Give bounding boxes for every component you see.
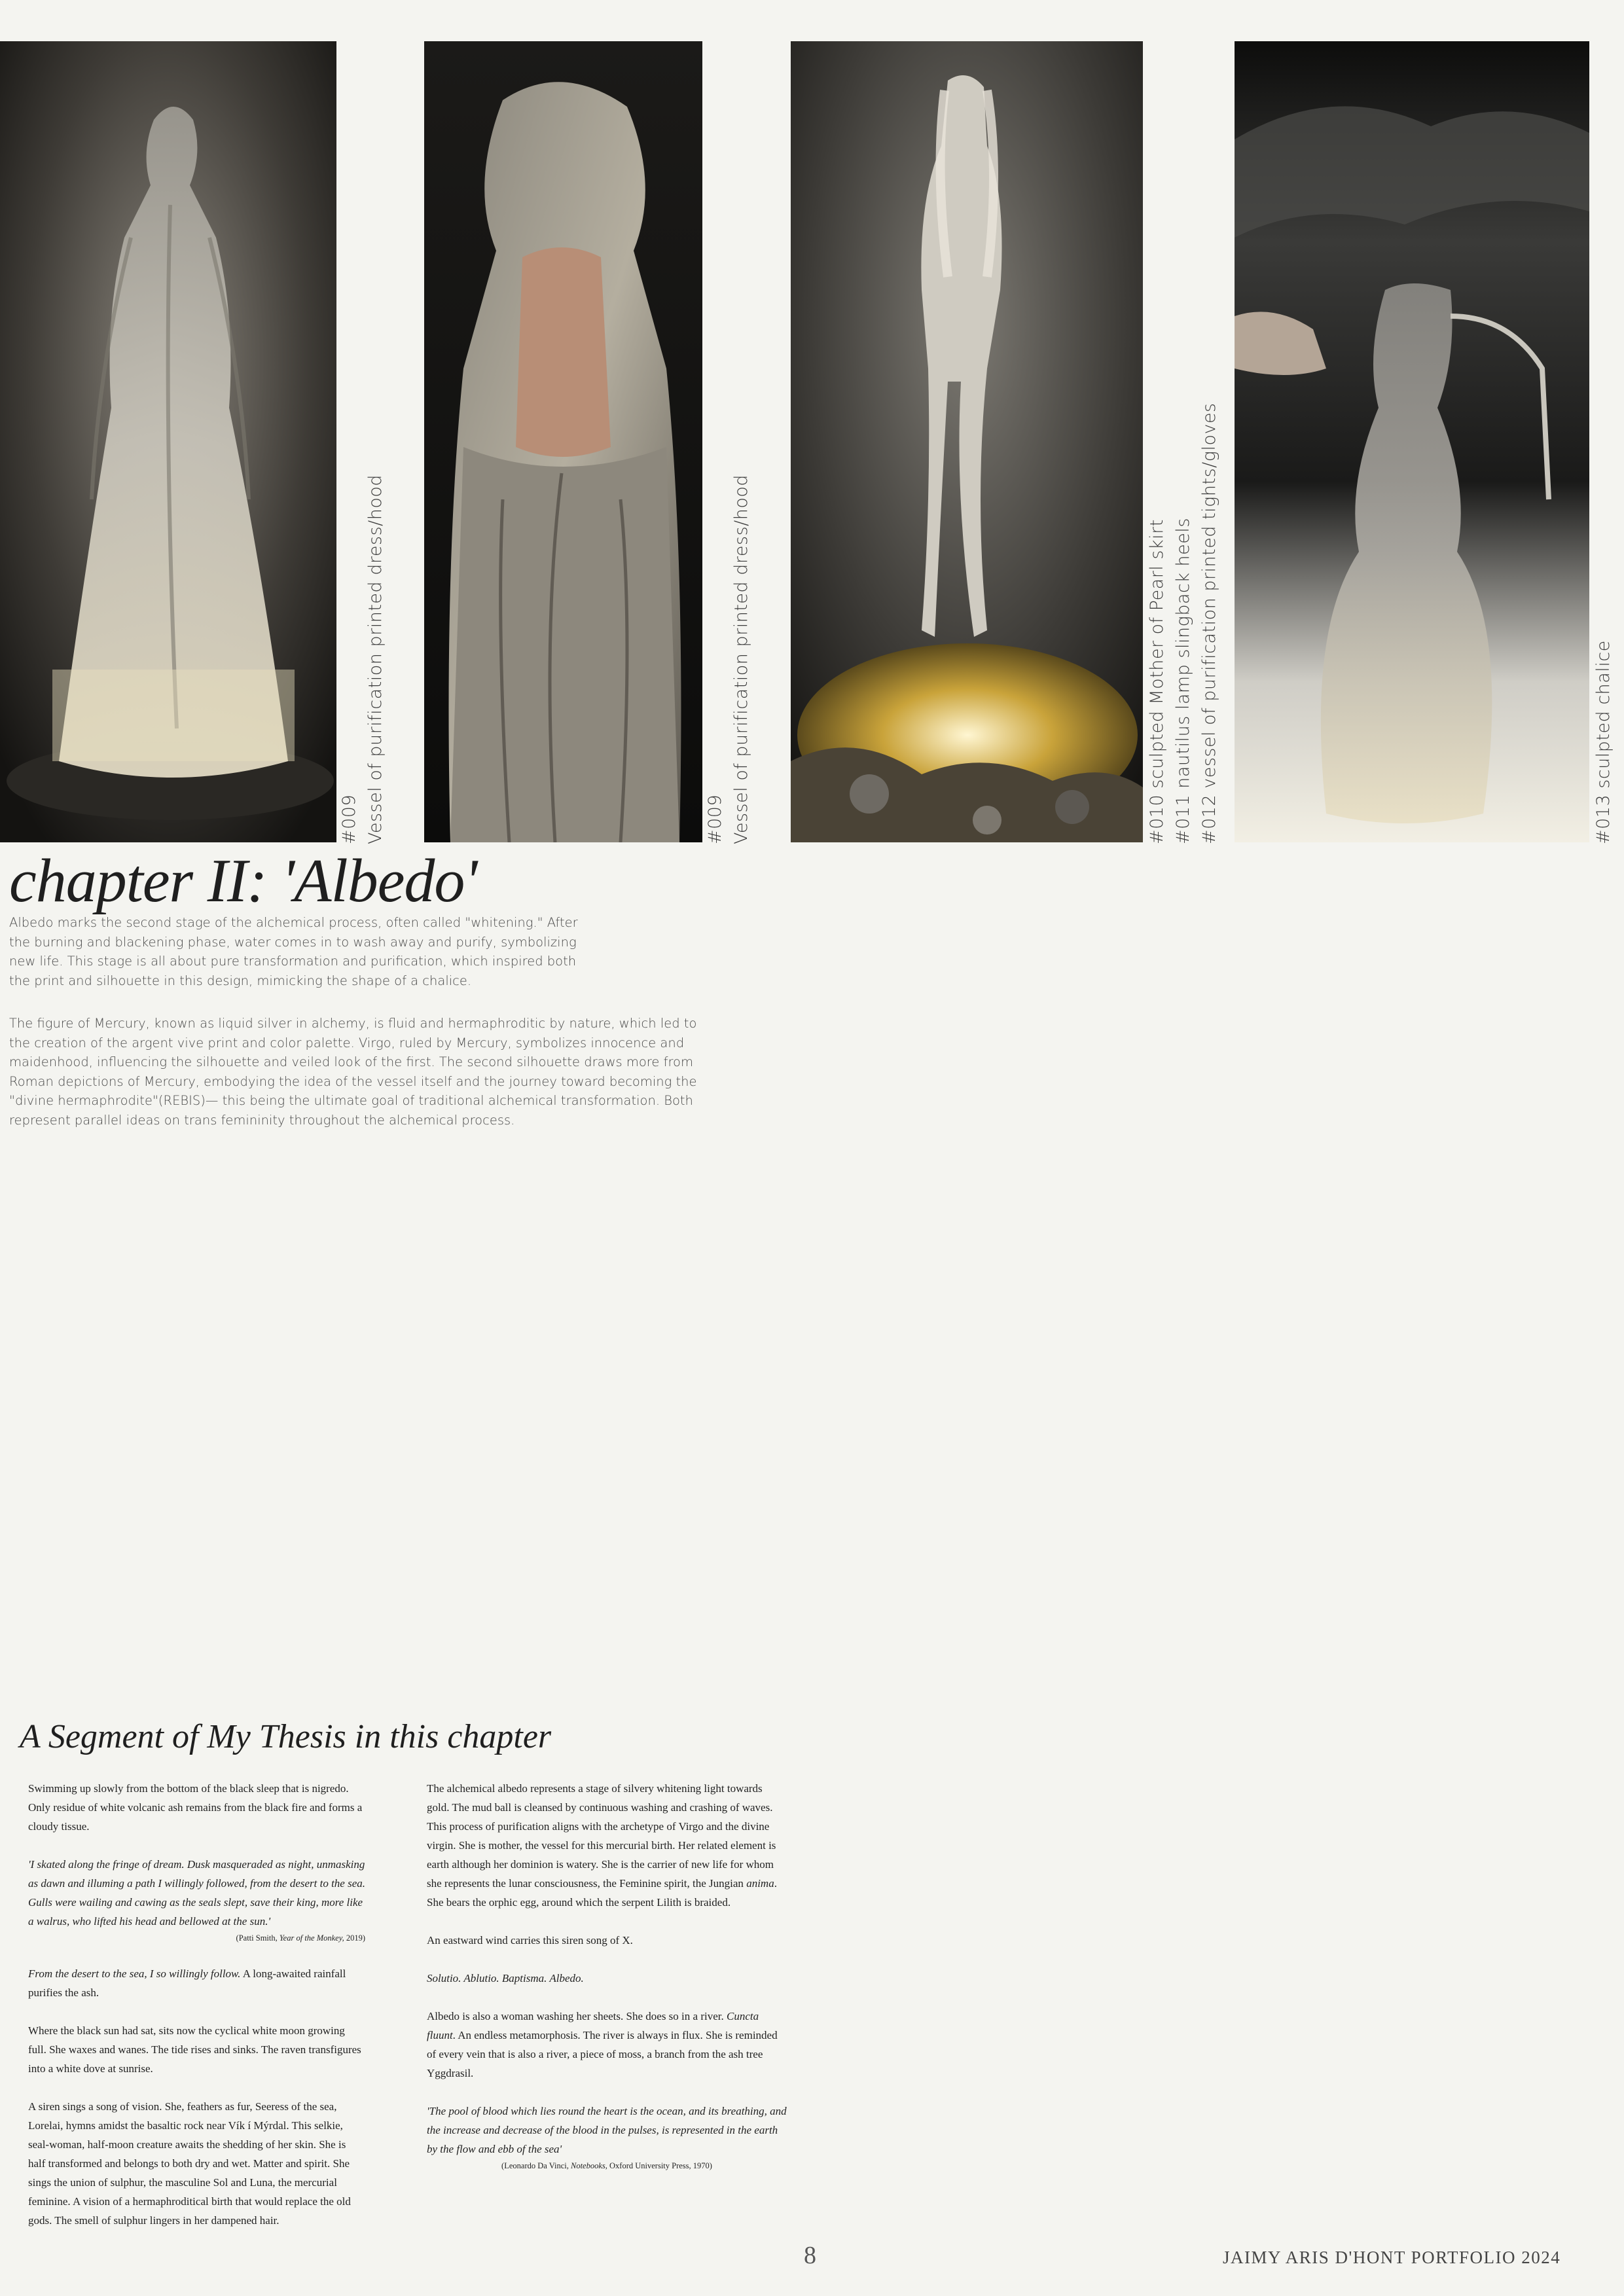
photo-full-look-lamp xyxy=(791,41,1143,842)
caption-heels: #011 nautilus lamp slingback heels xyxy=(1173,518,1193,844)
thesis-paragraph: An eastward wind carries this siren song of X. xyxy=(427,1934,633,1946)
caption-text: Vessel of purification printed dress/hood xyxy=(365,474,386,844)
thesis-paragraph: Where the black sun had sat, sits now the cyclical white moon growing full. She waxes and wanes. The tide rises and sinks. The raven transfigures into a white dove at sunrise. xyxy=(28,2024,361,2075)
caption-sculpted-chalice xyxy=(1591,640,1617,844)
thesis-paragraph xyxy=(427,2007,787,2083)
footer-brand: JAIMY ARIS D'HONT PORTFOLIO 2024 xyxy=(1223,2248,1561,2267)
thesis-text: . She bears the orphic egg, around which the serpent Lilith is braided. xyxy=(427,1877,777,1909)
citation-work: Notebooks xyxy=(570,2161,605,2170)
caption-tights: #012 vessel of purification printed tights/gloves xyxy=(1199,403,1219,844)
thesis-text: The alchemical albedo represents a stage of silvery whitening light towards gold. The mud ball is cleansed by continuous washing and crashing of waves. This process of purification aligns with the archetype of Virgo and the divine virgin. She is mother, the vessel for this mercurial birth. Her related element is earth although her dominion is watery. She is the carrier of new life for whom she represents the lunar consciousness, the Feminine spirit, the Jungian xyxy=(427,1782,776,1890)
thesis-text: Albedo is also a woman washing her sheets. She does so in a river. xyxy=(427,2010,727,2022)
chapter-title: chapter II: 'Albedo' xyxy=(9,847,477,915)
thesis-text: . An endless metamorphosis. The river is always in flux. She is reminded of every vein that is also a river, a piece of moss, a branch from the ash tree Yggdrasil. xyxy=(427,2029,778,2079)
photo-sculpted-chalice xyxy=(1235,41,1589,842)
chapter-intro-paragraph-1: Albedo marks the second stage of the alchemical process, often called "whitening." After the burning and blackening phase, water comes in to wash away and purify, symbolizing new life. This stage is all about pure transformation and purification, which inspired both the print and silhouette in this design, mimicking the shape of a chalice. xyxy=(9,915,578,988)
caption-skirt: #010 sculpted Mother of Pearl skirt xyxy=(1147,519,1167,844)
thesis-quote-patti-smith: 'I skated along the fringe of dream. Dusk masqueraded as night, unmasking as dawn and illuming a path I willingly followed, from the desert to the sea. Gulls were wailing and cawing as the seals slept, save their king, more like a walrus, who lifted his head and bellowed at the sun.' xyxy=(28,1858,366,1928)
chapter-intro-paragraph-2: The figure of Mercury, known as liquid silver in alchemy, is fluid and hermaphroditic by nature, which led to the creation of the argent vive print and color palette. Virgo, ruled by Mercury, symbolizes innocence and maidenhood, influencing the silhouette and veiled look of the first. The second silhouette draws more from Roman depictions of Mercury, embodying the idea of the vessel itself and the journey toward becoming the "divine hermaphrodite"(REBIS)— this being the ultimate goal of traditional alchemical transformation. Both represent parallel ideas on trans femininity throughout the alchemical process. xyxy=(9,1016,697,1128)
thesis-citation xyxy=(427,2159,787,2173)
caption-full-look-lamp xyxy=(1144,403,1223,844)
caption-code: #009 xyxy=(705,794,725,844)
page-number: 8 xyxy=(804,2242,816,2269)
thesis-quote-da-vinci: 'The pool of blood which lies round the heart is the ocean, and its breathing, and the increase and decrease of the blood in the pulses, is represented in the earth by the flow and ebb of the sea' xyxy=(427,2105,787,2155)
caption-code: #009 xyxy=(339,794,359,844)
thesis-paragraph xyxy=(28,1964,365,2002)
citation-publisher: , Oxford University Press, 1970) xyxy=(605,2161,712,2170)
thesis-paragraph xyxy=(427,1779,787,1912)
thesis-paragraph: Solutio. Ablutio. Baptisma. Albedo. xyxy=(427,1972,584,1984)
caption-vessel-dress-back xyxy=(702,475,755,844)
thesis-italic-phrase: Cuncta fluunt xyxy=(427,2010,759,2041)
caption-chalice: #013 sculpted chalice xyxy=(1593,640,1614,844)
citation-author: (Patti Smith, xyxy=(236,1933,280,1943)
citation-work: Year of the Monkey, xyxy=(279,1933,344,1943)
thesis-column-left xyxy=(28,1779,365,2249)
photo-vessel-dress-back xyxy=(424,41,702,842)
thesis-citation xyxy=(28,1931,365,1945)
thesis-paragraph: A siren sings a song of vision. She, feathers as fur, Seeress of the sea, Lorelai, hymns amidst the basaltic rock near Vík í Mýrdal. This selkie, seal-woman, half-moon creature awaits the shedding of her skin. She is half transformed and belongs to both dry and wet. Matter and spirit. She sings the union of sulphur, the masculine Sol and Luna, the mercurial feminine. A vision of a hermaphroditical birth that would replace the old gods. The smell of sulphur lingers in her dampened hair. xyxy=(28,2100,351,2227)
photo-vessel-dress-glass xyxy=(0,41,336,842)
thesis-section-title: A Segment of My Thesis in this chapter xyxy=(20,1718,552,1755)
thesis-italic-phrase: From the desert to the sea, I so willingly follow. xyxy=(28,1967,241,1980)
thesis-italic-phrase: anima xyxy=(746,1877,774,1890)
citation-author: (Leonardo Da Vinci, xyxy=(501,2161,571,2170)
thesis-paragraph: Swimming up slowly from the bottom of the black sleep that is nigredo. Only residue of white volcanic ash remains from the black fire and forms a cloudy tissue. xyxy=(28,1782,363,1833)
caption-vessel-dress-glass xyxy=(336,475,389,844)
thesis-text: A long-awaited rainfall purifies the ash. xyxy=(28,1967,346,1999)
caption-text: Vessel of purification printed dress/hood xyxy=(731,474,751,844)
thesis-column-right xyxy=(427,1779,787,2192)
citation-year: 2019) xyxy=(344,1933,365,1943)
